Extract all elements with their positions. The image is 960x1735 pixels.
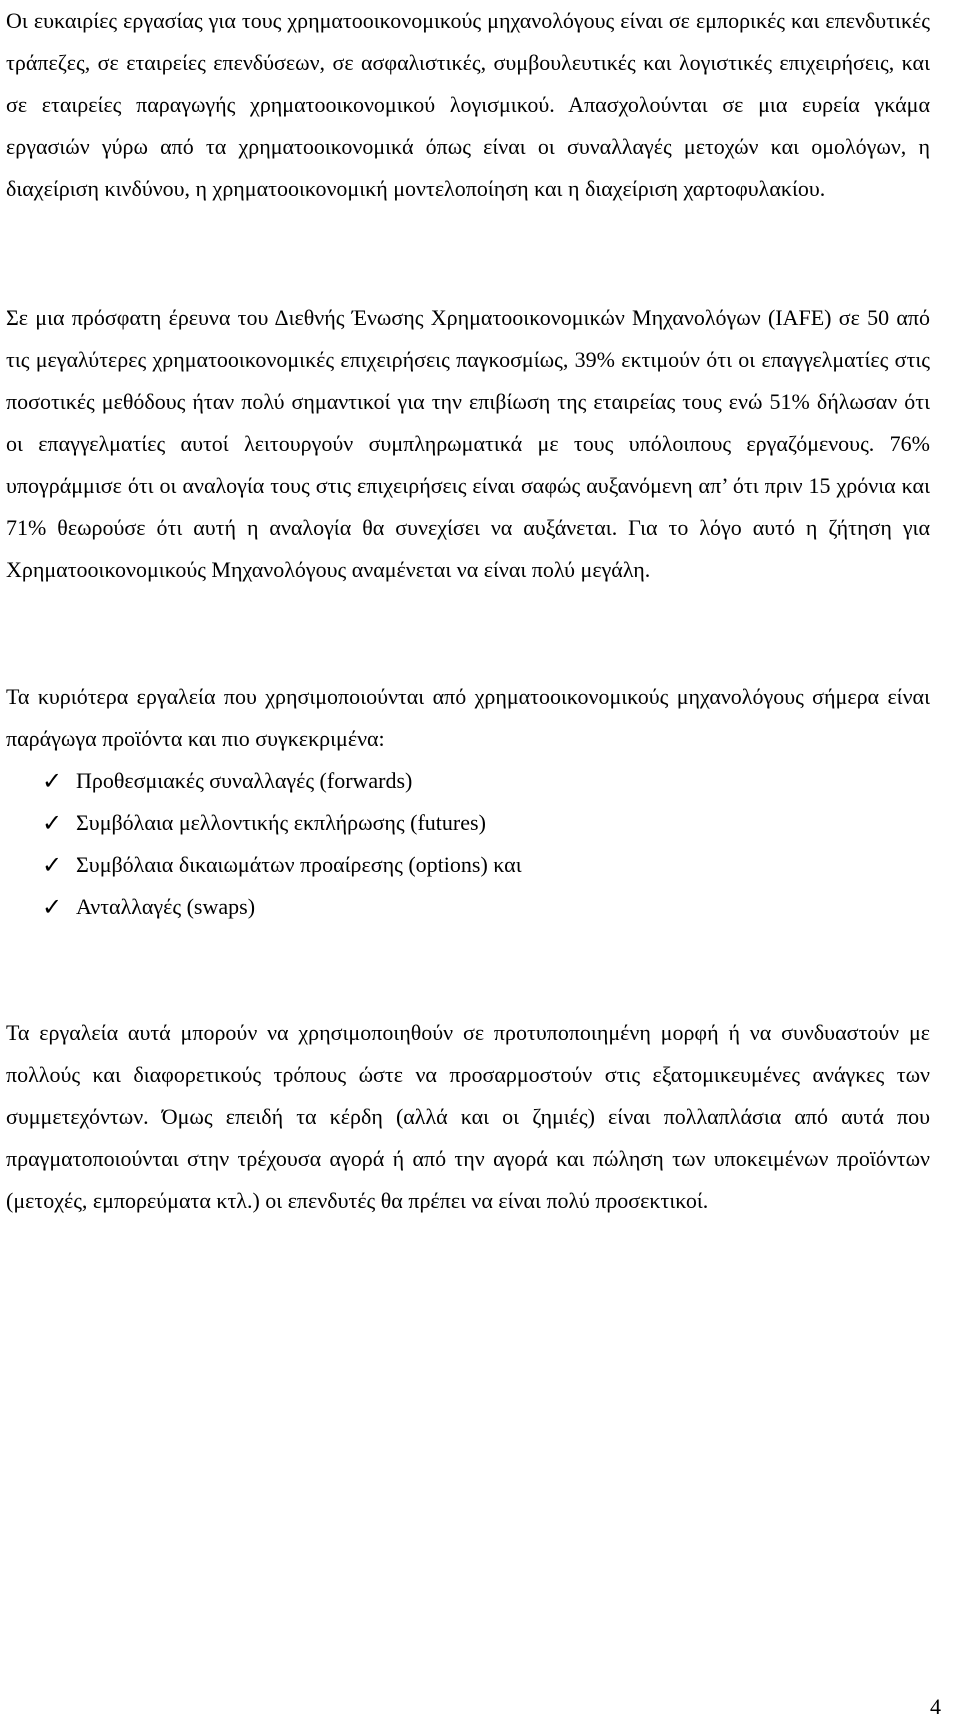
- list-item-text: Ανταλλαγές (swaps): [76, 894, 256, 919]
- derivatives-checklist: [6, 760, 930, 928]
- page-number: 4: [930, 1694, 941, 1719]
- list-item-text: Συμβόλαια δικαιωμάτων προαίρεσης (options) και: [76, 852, 522, 877]
- list-item-text: Προθεσμιακές συναλλαγές (forwards): [76, 768, 413, 793]
- checkmark-icon: ✓: [42, 893, 63, 921]
- paragraph-main-tools: Τα κυριότερα εργαλεία που χρησιμοποιούνται από χρηματοοικονομικούς μηχανολόγους σήμερα είναι παράγωγα προϊόντα και πιο συγκεκριμένα:: [6, 684, 930, 751]
- list-item: [6, 844, 930, 886]
- paragraph-tools-usage: Τα εργαλεία αυτά μπορούν να χρησιμοποιηθούν σε προτυποποιημένη μορφή ή να συνδυαστούν με πολλούς και διαφορετικούς τρόπους ώστε να προσαρμοστούν στις εξατομικευμένες ανάγκες των συμμετεχόντων. Όμως επειδή τα κέρδη (αλλά και οι ζημιές) είναι πολλαπλάσια από αυτά που πραγματοποιούνται στην τρέχουσα αγορά ή από την αγορά και πώληση των υποκειμένων προϊόντων (μετοχές, εμπορεύματα κτλ.) οι επενδυτές θα πρέπει να είναι πολύ προσεκτικοί.: [6, 1020, 930, 1213]
- paragraph-job-opportunities: Οι ευκαιρίες εργασίας για τους χρηματοοικονομικούς μηχανολόγους είναι σε εμπορικές και επενδυτικές τράπεζες, σε εταιρείες επενδύσεων, σε ασφαλιστικές, συμβουλευτικές και λογιστικές επιχειρήσεις, και σε εταιρείες παραγωγής χρηματοοικονομικού λογισμικού. Απασχολούνται σε μια ευρεία γκάμα εργασιών γύρω από τα χρηματοοικονομικά όπως είναι οι συναλλαγές μετοχών και ομολόγων, η διαχείριση κινδύνου, η χρηματοοικονομική μοντελοποίηση και η διαχείριση χαρτοφυλακίου.: [6, 8, 930, 201]
- checkmark-icon: ✓: [42, 809, 63, 837]
- list-item-text: Συμβόλαια μελλοντικής εκπλήρωσης (futures): [76, 810, 486, 835]
- paragraph-iafe-survey: Σε μια πρόσφατη έρευνα του Διεθνής Ένωσης Χρηματοοικονομικών Μηχανολόγων (IAFE) σε 50 από τις μεγαλύτερες χρηματοοικονομικές επιχειρήσεις παγκοσμίως, 39% εκτιμούν ότι οι επαγγελματίες στις ποσοτικές μεθόδους ήταν πολύ σημαντικοί για την επιβίωση της εταιρείας τους ενώ 51% δήλωσαν ότι οι επαγγελματίες αυτοί λειτουργούν συμπληρωματικά με τους υπόλοιπους εργαζόμενους. 76% υπογράμμισε ότι οι αναλογία τους στις επιχειρήσεις είναι σαφώς αυξανόμενη απ’ ότι πριν 15 χρόνια και 71% θεωρούσε ότι αυτή η αναλογία θα συνεχίσει να αυξάνεται. Για το λόγο αυτό η ζήτηση για Χρηματοοικονομικούς Μηχανολόγους αναμένεται να είναι πολύ μεγάλη.: [6, 305, 930, 582]
- checkmark-icon: ✓: [42, 767, 63, 795]
- checkmark-icon: ✓: [42, 851, 63, 879]
- list-item: [6, 802, 930, 844]
- list-item: [6, 760, 930, 802]
- list-item: [6, 886, 930, 928]
